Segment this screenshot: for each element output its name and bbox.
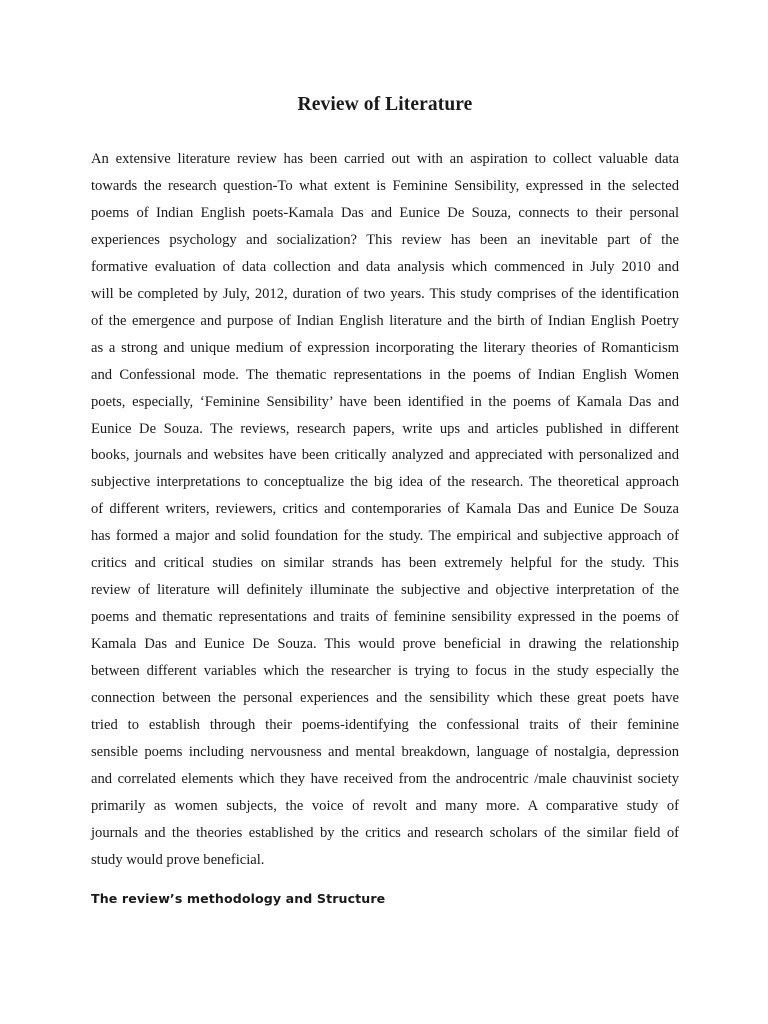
- paragraph-line: of different writers, reviewers, critics and contemporaries of Kamala Das and Eunice De Souza: [91, 501, 679, 518]
- document-page: [91, 92, 679, 906]
- paragraph-line: of the emergence and purpose of Indian English literature and the birth of Indian English Poetry: [91, 312, 679, 329]
- paragraph-line: towards the research question-To what extent is Feminine Sensibility, expressed in the selected: [91, 177, 679, 194]
- paragraph-line: review of literature will definitely illuminate the subjective and objective interpretation of the: [91, 582, 679, 599]
- paragraph-line: poets, especially, ‘Feminine Sensibility’ have been identified in the poems of Kamala Das and: [91, 393, 679, 410]
- paragraph-line: journals and the theories established by the critics and research scholars of the similar field of: [91, 824, 679, 841]
- paragraph-line: will be completed by July, 2012, duration of two years. This study comprises of the identification: [91, 285, 679, 302]
- paragraph-line: between different variables which the researcher is trying to focus in the study especially the: [91, 663, 679, 680]
- paragraph-line: critics and critical studies on similar strands has been extremely helpful for the study. This: [91, 555, 679, 572]
- paragraph-line: as a strong and unique medium of expression incorporating the literary theories of Romanticism: [91, 339, 679, 356]
- paragraph-line: experiences psychology and socialization? This review has been an inevitable part of the: [91, 231, 679, 248]
- paragraph-line: subjective interpretations to conceptualize the big idea of the research. The theoretical approach: [91, 474, 679, 491]
- paragraph-line: poems and thematic representations and traits of feminine sensibility expressed in the poems of: [91, 609, 679, 626]
- paragraph-line: study would prove beneficial.: [91, 851, 265, 868]
- paragraph-line: books, journals and websites have been critically analyzed and appreciated with personalized and: [91, 447, 679, 464]
- section-heading: The review’s methodology and Structure: [91, 890, 386, 906]
- page-title: Review of Literature: [297, 94, 473, 115]
- paragraph-line: Kamala Das and Eunice De Souza. This would prove beneficial in drawing the relationship: [91, 636, 679, 653]
- paragraph-line: and Confessional mode. The thematic representations in the poems of Indian English Women: [91, 366, 679, 383]
- body-paragraph: [91, 146, 679, 874]
- paragraph-line: An extensive literature review has been carried out with an aspiration to collect valuable data: [91, 151, 679, 167]
- paragraph-line: primarily as women subjects, the voice of revolt and many more. A comparative study of: [91, 797, 679, 814]
- paragraph-line: tried to establish through their poems-identifying the confessional traits of their feminine: [91, 717, 679, 734]
- paragraph-line: and correlated elements which they have received from the androcentric /male chauvinist society: [91, 770, 679, 787]
- paragraph-line: sensible poems including nervousness and mental breakdown, language of nostalgia, depression: [91, 743, 679, 760]
- paragraph-line: formative evaluation of data collection and data analysis which commenced in July 2010 and: [91, 258, 679, 275]
- paragraph-line: poems of Indian English poets-Kamala Das and Eunice De Souza, connects to their personal: [91, 204, 679, 221]
- paragraph-line: Eunice De Souza. The reviews, research papers, write ups and articles published in different: [91, 420, 679, 437]
- paragraph-line: connection between the personal experiences and the sensibility which these great poets have: [91, 690, 679, 707]
- paragraph-line: has formed a major and solid foundation for the study. The empirical and subjective approach of: [91, 528, 679, 545]
